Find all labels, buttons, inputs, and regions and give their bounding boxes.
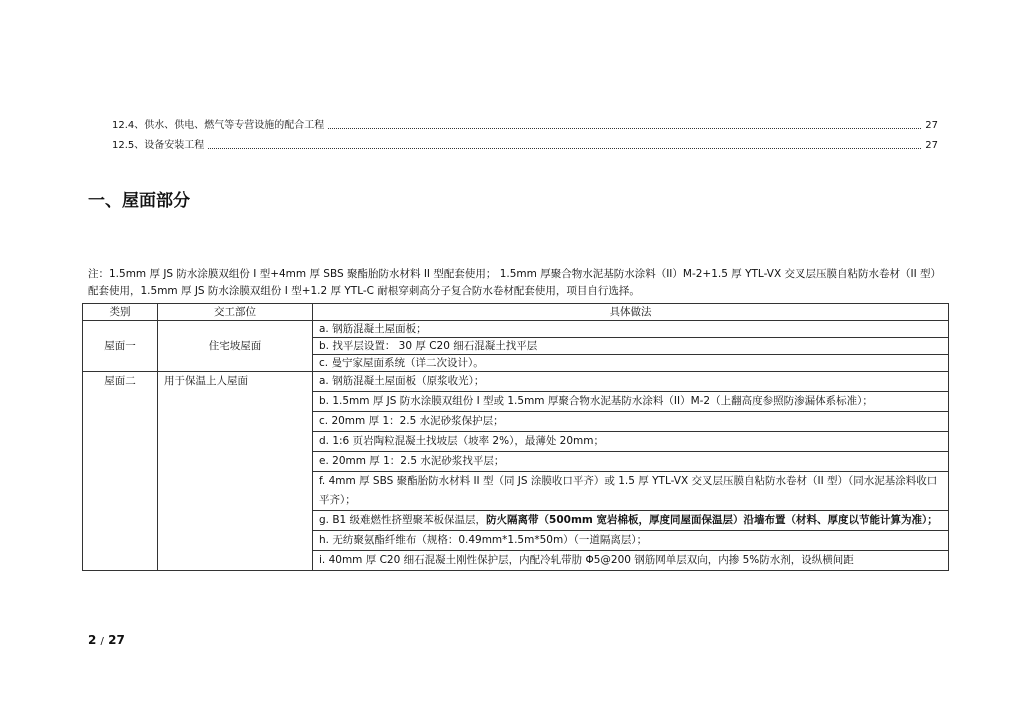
row-type: 屋面一 bbox=[83, 321, 158, 372]
row-method bbox=[313, 321, 949, 372]
method-step-text: g. B1 级难燃性挤塑聚苯板保温层， bbox=[319, 514, 487, 526]
page-separator: / bbox=[100, 636, 104, 647]
method-step: a. 钢筋混凝土屋面板（原浆收光）； bbox=[319, 375, 485, 387]
method-step: b. 找平层设置： 30 厚 C20 细石混凝土找平层 bbox=[313, 337, 948, 354]
column-header-location: 交工部位 bbox=[158, 304, 313, 321]
toc-entry-page: 27 bbox=[925, 120, 938, 131]
method-step: f. 4mm 厚 SBS 聚酯胎防水材料 II 型（同 JS 涂膜收口平齐）或 1.5 厚 YTL-VX 交叉层压膜自粘防水卷材（II 型）（同水泥基涂料收口平齐）； bbox=[313, 471, 948, 510]
method-step: c. 20mm 厚 1：2.5 水泥砂浆保护层； bbox=[313, 411, 948, 431]
row-location: 住宅坡屋面 bbox=[158, 321, 313, 372]
method-step: i. 40mm 厚 C20 细石混凝土刚性保护层，内配冷轧带肋 Φ5@200 钢筋网单层双向，内掺 5%防水剂，设纵横间距 bbox=[313, 550, 948, 570]
current-page: 2 bbox=[88, 633, 97, 647]
method-step: c. 曼宁家屋面系统（详二次设计）。 bbox=[313, 354, 948, 371]
method-step: e. 20mm 厚 1：2.5 水泥砂浆找平层； bbox=[313, 451, 948, 471]
row-method bbox=[313, 372, 949, 571]
page-number bbox=[88, 633, 125, 647]
table-row bbox=[83, 321, 949, 372]
toc-entry[interactable] bbox=[112, 118, 938, 132]
method-step: d. 1:6 页岩陶粒混凝土找坡层（坡率 2%），最薄处 20mm； bbox=[313, 431, 948, 451]
row-type: 屋面二 bbox=[83, 372, 158, 571]
toc-entry-page: 27 bbox=[925, 140, 938, 151]
toc-leader-dots bbox=[328, 127, 921, 129]
table-header-row bbox=[83, 304, 949, 321]
table-row bbox=[83, 372, 949, 571]
method-step: b. 1.5mm 厚 JS 防水涂膜双组份 I 型或 1.5mm 厚聚合物水泥基防水涂料（II）M-2（上翻高度参照防渗漏体系标准）； bbox=[313, 391, 948, 411]
method-step-bold-text: 防火隔离带（500mm 宽岩棉板，厚度同屋面保温层）沿墙布置（材料、厚度以节能计算为准）； bbox=[486, 514, 938, 526]
column-header-type: 类别 bbox=[83, 304, 158, 321]
toc-leader-dots bbox=[208, 147, 921, 149]
method-step: a. 钢筋混凝土屋面板； bbox=[319, 323, 427, 335]
roof-spec-table bbox=[82, 303, 949, 571]
toc-entry-title: 12.4、供水、供电、燃气等专营设施的配合工程 bbox=[112, 120, 325, 131]
row-location: 用于保温上人屋面 bbox=[158, 372, 313, 571]
toc-entry-title: 12.5、设备安装工程 bbox=[112, 140, 205, 151]
method-step bbox=[313, 510, 948, 530]
total-pages: 27 bbox=[108, 633, 125, 647]
note-paragraph: 注：1.5mm 厚 JS 防水涂膜双组份 I 型+4mm 厚 SBS 聚酯胎防水材料 II 型配套使用； 1.5mm 厚聚合物水泥基防水涂料（II）M-2+1.5 厚 YTL-VX 交叉层压膜自粘防水卷材（II 型）配套使用，1.5mm 厚 JS 防水涂膜双组份 I 型+1.2 厚 YTL-C 耐根穿刺高分子复合防水卷材配套使用，项目自行选择。 bbox=[88, 268, 941, 297]
method-step: h. 无纺聚氨酯纤维布（规格：0.49mm*1.5m*50m）（一道隔离层）； bbox=[313, 530, 948, 550]
section-title: 一、屋面部分 bbox=[88, 191, 190, 211]
column-header-method: 具体做法 bbox=[313, 304, 949, 321]
toc-entry[interactable] bbox=[112, 138, 938, 152]
